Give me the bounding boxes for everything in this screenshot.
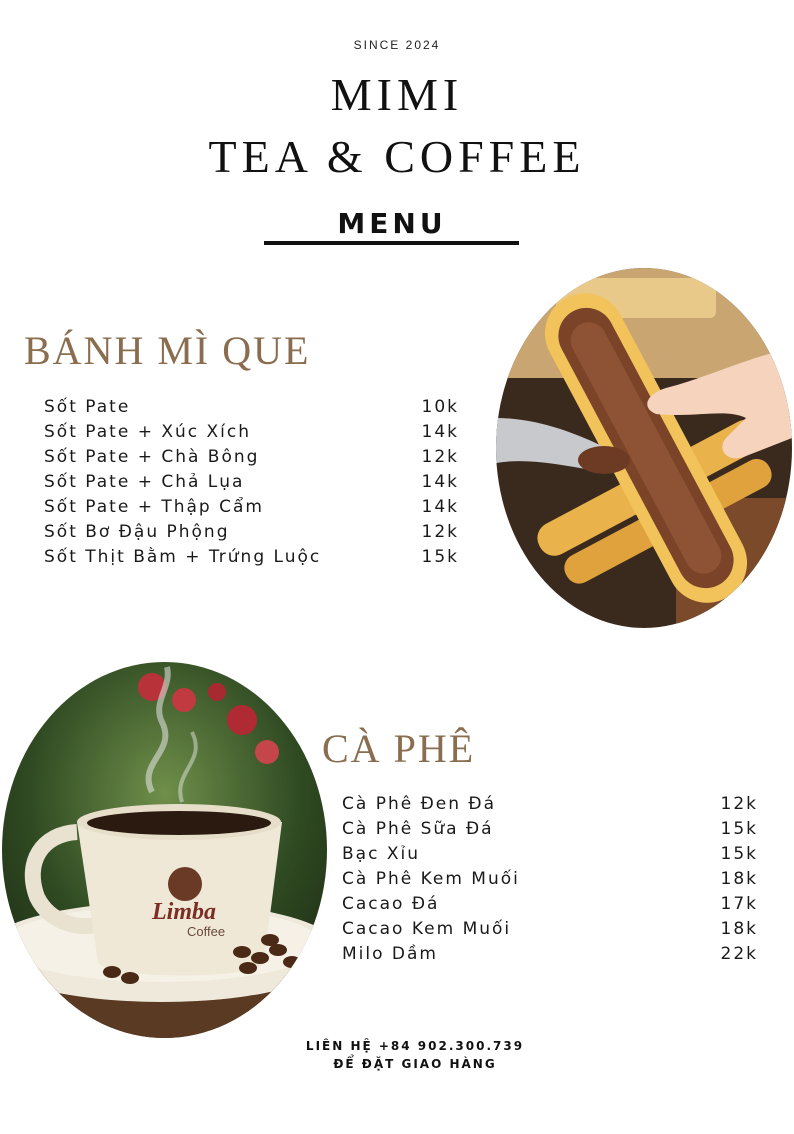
item-name: Bạc Xỉu — [342, 844, 420, 864]
contact-line: LIÊN HỆ +84 902.300.739 — [305, 1039, 525, 1053]
brand-name: MIMI — [330, 69, 464, 120]
item-price: 17k — [720, 894, 758, 914]
brand-subtitle: TEA & COFFEE — [208, 131, 586, 182]
list-item — [342, 892, 758, 917]
item-name: Sốt Pate + Chả Lụa — [44, 472, 245, 492]
item-name: Sốt Pate + Xúc Xích — [44, 422, 252, 442]
menu-underline — [264, 241, 519, 245]
item-name: Milo Dầm — [342, 944, 438, 964]
item-price: 15k — [720, 844, 758, 864]
menu-heading: MENU — [337, 207, 447, 240]
item-name: Sốt Pate — [44, 397, 131, 417]
item-name: Sốt Bơ Đậu Phộng — [44, 522, 230, 542]
item-name: Sốt Pate + Thập Cẩm — [44, 497, 264, 517]
list-item — [342, 792, 758, 817]
item-price: 15k — [421, 547, 459, 567]
list-item — [44, 495, 459, 520]
banh-mi-list — [44, 395, 459, 570]
delivery-line: ĐỂ ĐẶT GIAO HÀNG — [333, 1057, 497, 1071]
cup-brand-sub: Coffee — [187, 924, 226, 939]
item-name: Cà Phê Đen Đá — [342, 794, 496, 814]
item-price: 10k — [421, 397, 459, 417]
list-item — [342, 917, 758, 942]
list-item — [44, 445, 459, 470]
coffee-photo — [2, 662, 327, 1038]
item-name: Cà Phê Kem Muối — [342, 869, 520, 889]
list-item — [342, 867, 758, 892]
item-name: Cà Phê Sữa Đá — [342, 819, 494, 839]
list-item — [342, 817, 758, 842]
list-item — [44, 395, 459, 420]
item-price: 12k — [421, 447, 459, 467]
list-item — [342, 942, 758, 967]
item-name: Sốt Thịt Bằm + Trứng Luộc — [44, 547, 322, 567]
item-price: 18k — [720, 919, 758, 939]
coffee-cup-illustration — [2, 662, 327, 1038]
item-name: Sốt Pate + Chà Bông — [44, 447, 260, 467]
item-price: 14k — [421, 422, 459, 442]
item-name: Cacao Kem Muối — [342, 919, 512, 939]
cup-brand-text: Limba — [152, 899, 216, 925]
list-item — [44, 470, 459, 495]
item-price: 14k — [421, 472, 459, 492]
item-price: 12k — [421, 522, 459, 542]
list-item — [44, 420, 459, 445]
item-price: 18k — [720, 869, 758, 889]
banh-mi-photo — [496, 268, 792, 628]
section-title-banh-mi: BÁNH MÌ QUE — [24, 328, 311, 373]
item-price: 15k — [720, 819, 758, 839]
banh-mi-illustration — [496, 268, 792, 628]
since-label: SINCE 2024 — [353, 38, 441, 52]
item-name: Cacao Đá — [342, 894, 440, 914]
section-title-ca-phe: CÀ PHÊ — [322, 726, 476, 771]
list-item — [44, 545, 459, 570]
item-price: 12k — [720, 794, 758, 814]
item-price: 14k — [421, 497, 459, 517]
item-price: 22k — [720, 944, 758, 964]
list-item — [342, 842, 758, 867]
ca-phe-list — [342, 792, 758, 967]
list-item — [44, 520, 459, 545]
